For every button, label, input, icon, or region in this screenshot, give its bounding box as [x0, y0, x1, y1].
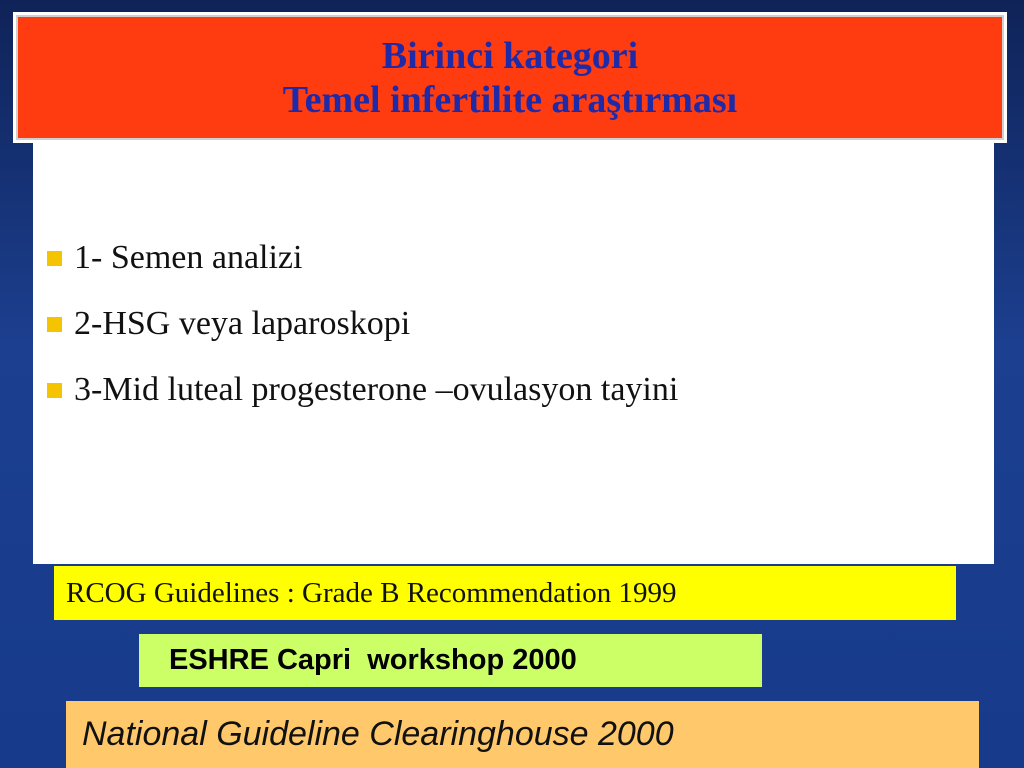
- ngc-source-box: [66, 701, 979, 768]
- content-box: [33, 143, 994, 564]
- bullet-item: [47, 225, 678, 291]
- bullet-square-icon: [47, 383, 62, 398]
- bullet-square-icon: [47, 251, 62, 266]
- bullet-square-icon: [47, 317, 62, 332]
- title-box: [13, 12, 1007, 143]
- bullet-text: 1- Semen analizi: [74, 239, 303, 276]
- rcog-source-box: [54, 566, 956, 620]
- bullet-text: 2-HSG veya laparoskopi: [74, 305, 411, 342]
- bullet-list: [47, 225, 678, 423]
- eshre-source-box: [139, 634, 762, 687]
- title-line-2: Temel infertilite araştırması: [282, 78, 738, 121]
- bullet-item: [47, 357, 678, 423]
- title-line-1: Birinci kategori: [381, 34, 639, 77]
- bullet-text: 3-Mid luteal progesterone –ovulasyon tayini: [74, 371, 679, 408]
- rcog-source-text: RCOG Guidelines : Grade B Recommendation 1999: [66, 576, 677, 609]
- ngc-source-text: National Guideline Clearinghouse 2000: [82, 715, 674, 753]
- eshre-source-text: ESHRE Capri workshop 2000: [169, 644, 577, 676]
- bullet-item: [47, 291, 678, 357]
